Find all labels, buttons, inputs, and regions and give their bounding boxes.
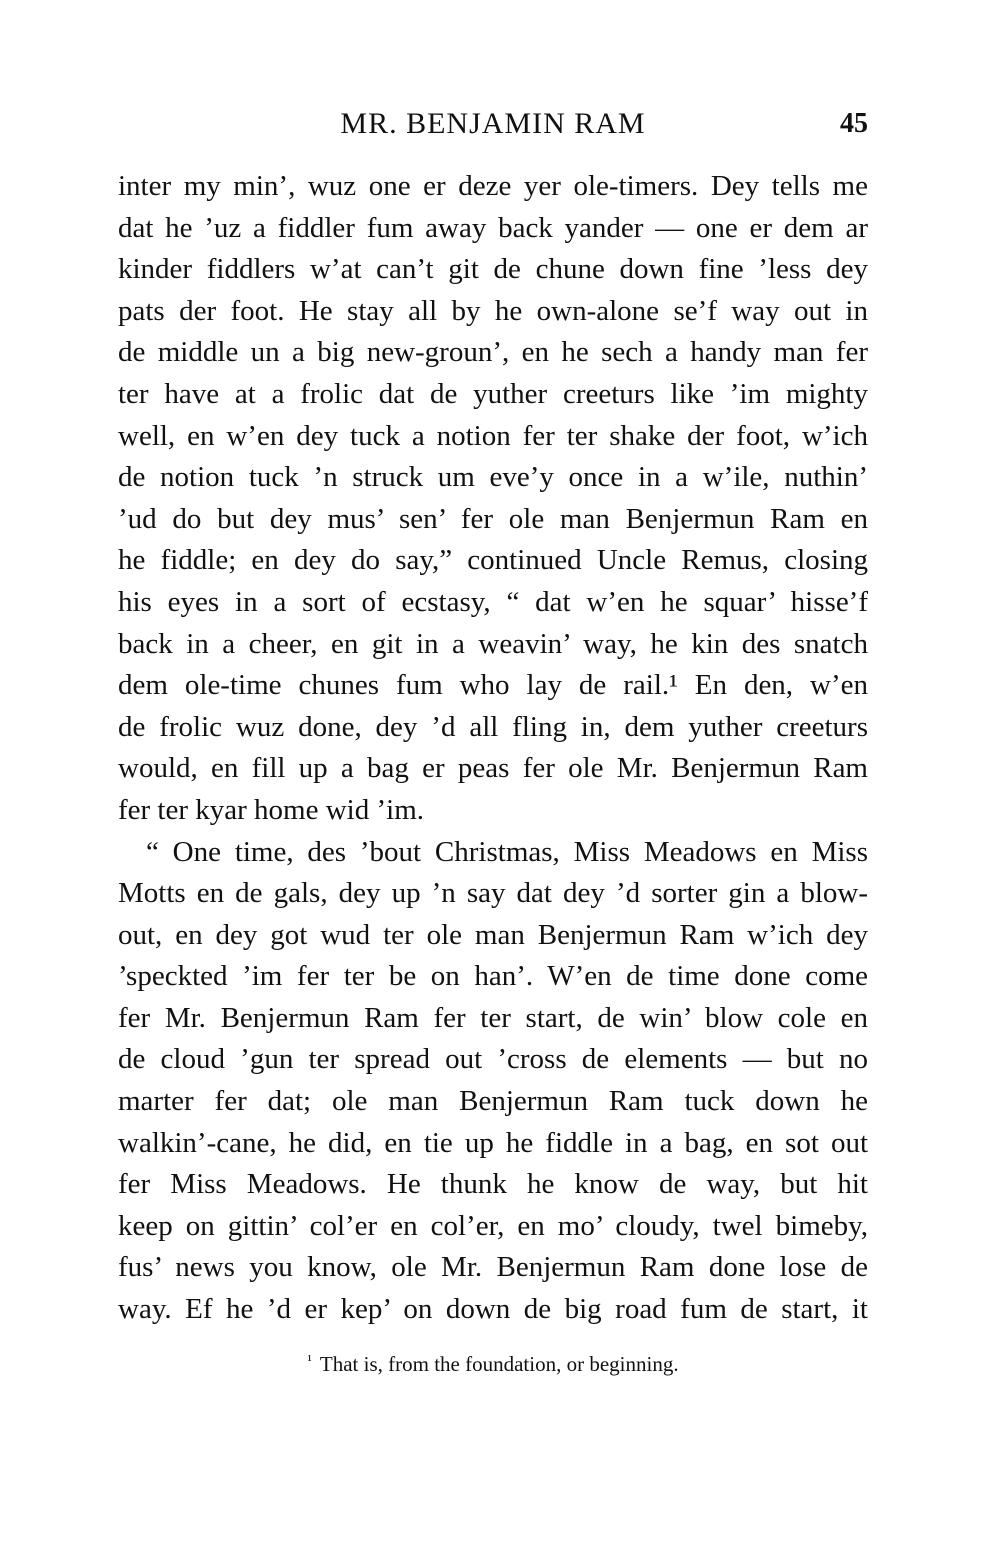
- text-line: ’speckted ’im fer ter be on han’. W’en de time done come: [118, 960, 868, 993]
- text-line: he fiddle; en dey do say,” continued Uncle Remus, closing: [118, 544, 868, 577]
- text-line: his eyes in a sort of ecstasy, “ dat w’en he squar’ hisse’f: [118, 585, 868, 618]
- body-text: [118, 166, 868, 1331]
- text-line: out, en dey got wud ter ole man Benjermun Ram w’ich dey: [118, 918, 868, 951]
- text-line: kinder fiddlers w’at can’t git de chune down fine ’less dey: [118, 253, 868, 286]
- text-line: de frolic wuz done, dey ’d all fling in, dem yuther creeturs: [118, 710, 868, 743]
- running-head: [118, 104, 868, 144]
- paragraph-start-line: “ One time, des ’bout Christmas, Miss Meadows en Miss: [146, 835, 868, 868]
- text-line: way. Ef he ’d er kep’ on down de big road fum de start, it: [118, 1293, 868, 1326]
- text-line: ’ud do but dey mus’ sen’ fer ole man Benjermun Ram en: [118, 502, 868, 535]
- text-line: de notion tuck ’n struck um eve’y once in a w’ile, nuthin’: [118, 461, 868, 494]
- text-line: dat he ’uz a fiddler fum away back yander — one er dem ar: [118, 211, 868, 244]
- text-line: pats der foot. He stay all by he own-alone se’f way out in: [118, 294, 868, 327]
- text-line: ter have at a frolic dat de yuther creeturs like ’im mighty: [118, 377, 868, 410]
- text-line: would, en fill up a bag er peas fer ole Mr. Benjermun Ram: [118, 752, 868, 785]
- text-line: keep on gittin’ col’er en col’er, en mo’ cloudy, twel bimeby,: [118, 1209, 868, 1242]
- text-line: marter fer dat; ole man Benjermun Ram tuck down he: [118, 1085, 868, 1118]
- text-line: fer Miss Meadows. He thunk he know de way, but hit: [118, 1168, 868, 1201]
- text-line: Motts en de gals, dey up ’n say dat dey ’d sorter gin a blow-: [118, 877, 868, 910]
- footnote: [118, 1346, 868, 1379]
- text-line: walkin’-cane, he did, en tie up he fiddle in a bag, en sot out: [118, 1126, 868, 1159]
- running-title: MR. BENJAMIN RAM: [340, 107, 646, 140]
- text-line: well, en w’en dey tuck a notion fer ter shake der foot, w’ich: [118, 419, 868, 452]
- text-line: fer Mr. Benjermun Ram fer ter start, de win’ blow cole en: [118, 1001, 868, 1034]
- text-line: fus’ news you know, ole Mr. Benjermun Ram done lose de: [118, 1251, 868, 1284]
- text-line: de cloud ’gun ter spread out ’cross de elements — but no: [118, 1043, 868, 1076]
- footnote-marker: ¹: [307, 1353, 312, 1369]
- text-line: inter my min’, wuz one er deze yer ole-timers. Dey tells me: [118, 170, 868, 202]
- paragraph-end-line: fer ter kyar home wid ’im.: [118, 793, 425, 826]
- text-line: dem ole-time chunes fum who lay de rail.¹ En den, w’en: [118, 669, 868, 702]
- text-line: de middle un a big new-groun’, en he sech a handy man fer: [118, 336, 868, 369]
- footnote-text: That is, from the foundation, or beginning.: [319, 1352, 679, 1376]
- page-number: 45: [840, 108, 868, 139]
- text-line: back in a cheer, en git in a weavin’ way, he kin des snatch: [118, 627, 868, 660]
